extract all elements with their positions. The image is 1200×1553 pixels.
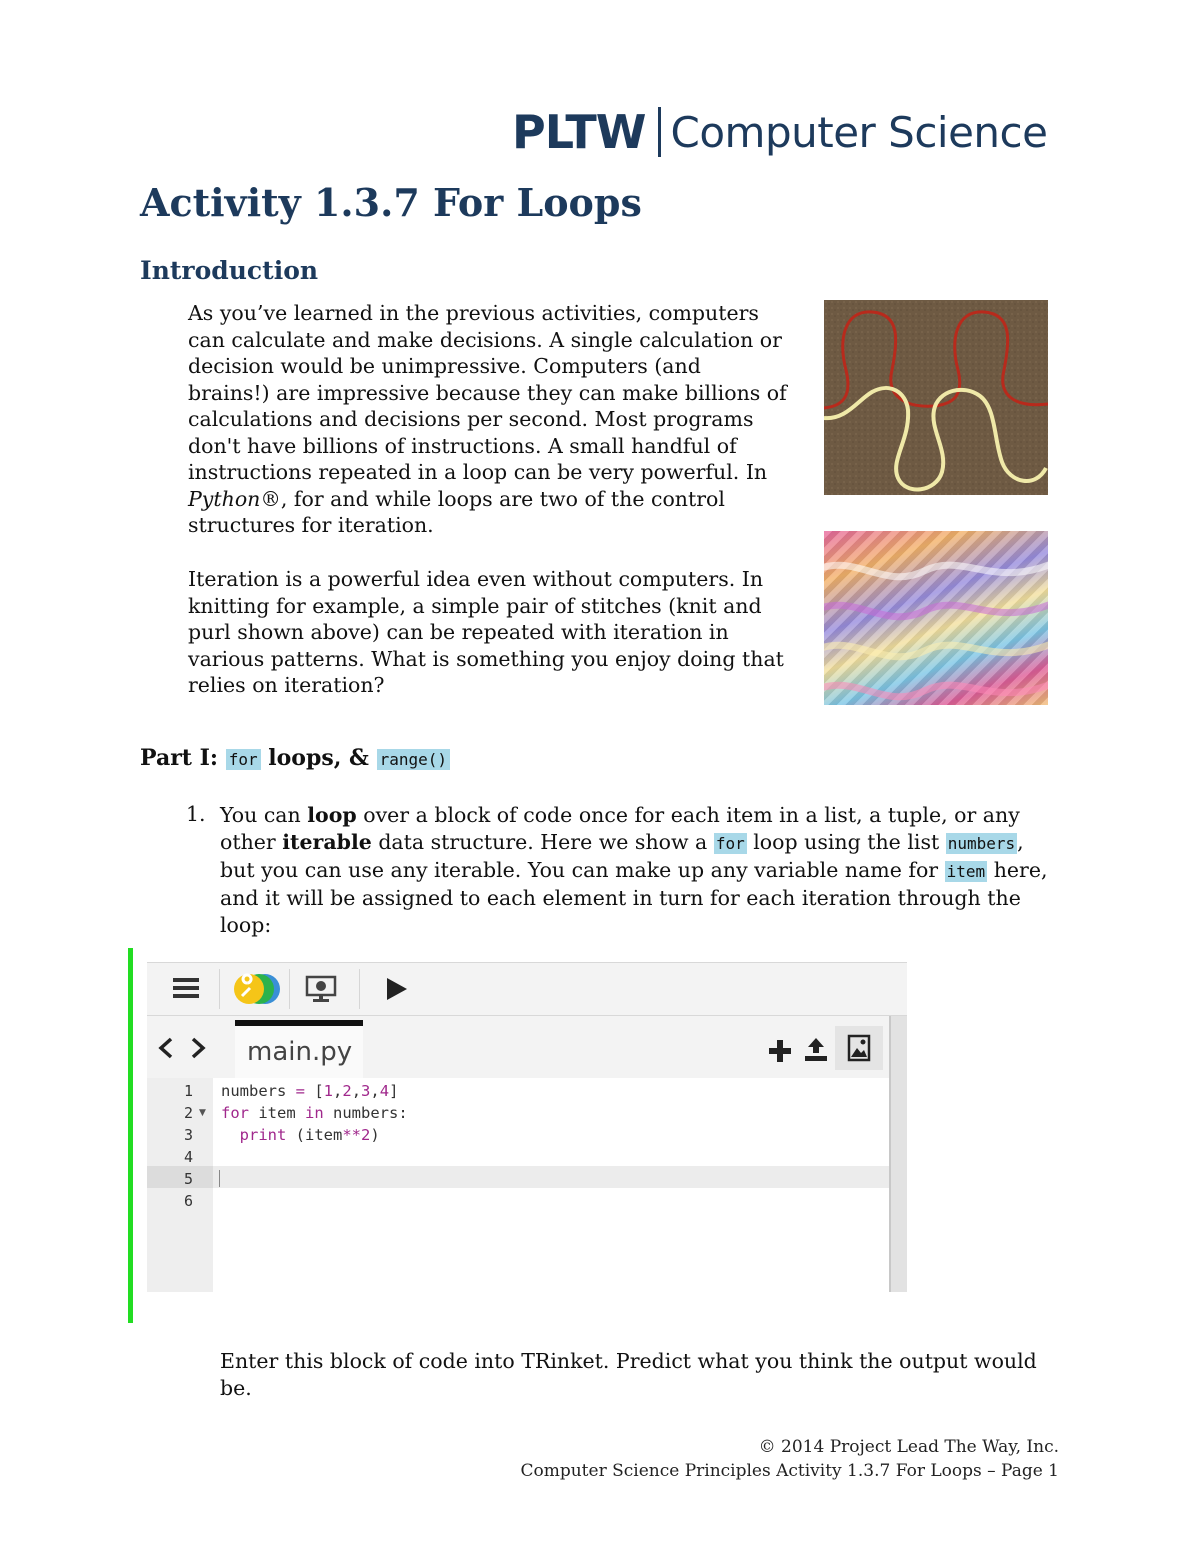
- item1-text-2: over a block of code once for each item in a list, a tuple, or any other: [220, 803, 1020, 854]
- python-icon[interactable]: [231, 972, 283, 1010]
- knitting-image: [824, 531, 1048, 705]
- line-number: 4: [183, 1148, 193, 1166]
- margin-change-bar: [128, 948, 133, 1323]
- pltw-logo: [512, 104, 1047, 160]
- intro-p1-text-a: As you’ve learned in the previous activities, computers can calculate and make decisions. A single calculation or decision would be unimpressive. Computers (and brains!) are impressive because they can make billions of calculations and decisions per second. Most programs don't have billions of instructions. A small handful of instructions repeated in a loop can be very powerful. In: [188, 301, 787, 484]
- line-number: 2: [183, 1104, 193, 1122]
- introduction-heading: Introduction: [140, 256, 319, 285]
- page-title: Activity 1.3.7 For Loops: [140, 180, 642, 225]
- trinket-editor: [147, 962, 907, 1292]
- play-icon[interactable]: [385, 976, 409, 1006]
- editor-tabbar: [147, 1016, 907, 1078]
- line-number: 6: [183, 1192, 193, 1210]
- menu-icon[interactable]: [173, 977, 199, 1003]
- footer-copyright: © 2014 Project Lead The Way, Inc.: [758, 1437, 1059, 1457]
- add-icon[interactable]: [769, 1040, 791, 1066]
- intro-paragraph-1: [188, 300, 788, 539]
- item1-text-3: data structure. Here we show a: [371, 830, 714, 854]
- active-line: [213, 1166, 889, 1188]
- part1-code-range: range(): [377, 749, 450, 770]
- tab-main-py[interactable]: main.py: [235, 1020, 363, 1078]
- line-number-gutter: [147, 1078, 213, 1292]
- item1-code-item: item: [946, 862, 986, 881]
- part1-mid: loops, &: [260, 745, 377, 771]
- screen-icon[interactable]: [305, 975, 337, 1007]
- list-item-1: [220, 802, 1060, 939]
- line-number: 1: [183, 1082, 193, 1100]
- logo-pltw: PLTW: [512, 105, 646, 159]
- item1-bold-loop: loop: [307, 803, 357, 827]
- part1-prefix: Part I:: [140, 745, 226, 771]
- item1-text-4: loop using the list: [746, 830, 946, 854]
- nav-arrows-icon[interactable]: [157, 1036, 207, 1064]
- footer-page-info: Computer Science Principles Activity 1.3.7 For Loops – Page 1: [520, 1461, 1059, 1481]
- toolbar-divider: [359, 969, 360, 1009]
- line-number: 5: [183, 1170, 193, 1188]
- part1-code-for: for: [226, 749, 261, 770]
- fold-arrow-icon[interactable]: ▼: [199, 1108, 206, 1118]
- code-line-3: print (item**2): [239, 1126, 380, 1144]
- image-icon[interactable]: [835, 1026, 883, 1070]
- upload-icon[interactable]: [803, 1036, 829, 1066]
- toolbar-divider: [289, 969, 290, 1009]
- editor-scrollbar[interactable]: [889, 1016, 907, 1292]
- item1-text-5: , but you can use any iterable. You can make up any variable name for: [220, 830, 1024, 882]
- item1-text-6: here, and it will be assigned to each element in turn for each iteration through the loop:: [220, 858, 1048, 937]
- text-cursor: [219, 1170, 220, 1187]
- knit-purl-yarn-image: [824, 300, 1048, 495]
- item1-bold-iterable: iterable: [282, 830, 372, 854]
- intro-paragraph-2: Iteration is a powerful idea even without computers. In knitting for example, a simple pair of stitches (knit and purl shown above) can be repeated with iteration in various patterns. What is something you enjoy doing that relies on iteration?: [188, 567, 784, 697]
- logo-divider: [658, 107, 661, 157]
- code-editor[interactable]: [213, 1078, 889, 1292]
- intro-p1-text-b: ®, for and while loops are two of the control structures for iteration.: [188, 486, 725, 537]
- item1-code-for: for: [715, 834, 745, 853]
- part1-heading: [140, 745, 450, 771]
- line-number: 3: [183, 1126, 193, 1144]
- code-line-1: numbers = [1,2,3,4]: [221, 1082, 399, 1100]
- toolbar-divider: [219, 969, 220, 1009]
- editor-toolbar: [147, 962, 907, 1016]
- intro-p1-python: Python: [188, 486, 261, 511]
- enter-instructions: Enter this block of code into TRinket. Predict what you think the output would be.: [220, 1349, 1037, 1400]
- item1-code-numbers: numbers: [947, 834, 1016, 853]
- logo-computer-science: Computer Science: [670, 107, 1048, 157]
- item1-text-1: You can: [220, 803, 308, 827]
- list-number-1: 1.: [186, 802, 206, 826]
- code-line-2: for item in numbers:: [221, 1104, 408, 1122]
